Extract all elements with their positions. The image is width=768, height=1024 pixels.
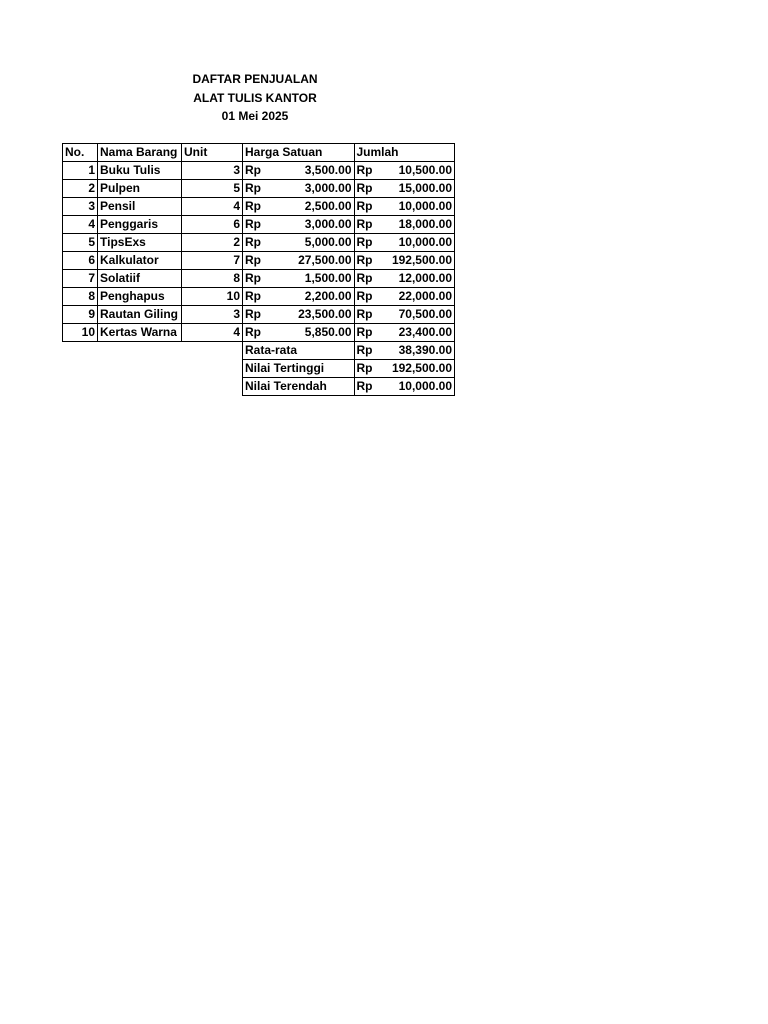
sales-table bbox=[62, 143, 455, 396]
row-total: 22,000.00 bbox=[375, 288, 455, 306]
row-price-currency: Rp bbox=[243, 180, 264, 198]
row-price-currency: Rp bbox=[243, 198, 264, 216]
row-price-currency: Rp bbox=[243, 324, 264, 342]
row-unit: 8 bbox=[182, 270, 243, 288]
row-unit: 7 bbox=[182, 252, 243, 270]
row-price-currency: Rp bbox=[243, 162, 264, 180]
row-unit: 2 bbox=[182, 234, 243, 252]
row-total-currency: Rp bbox=[354, 252, 375, 270]
summary-value: 10,000.00 bbox=[375, 378, 455, 396]
row-no: 8 bbox=[63, 288, 98, 306]
table-row bbox=[63, 270, 455, 288]
table-row bbox=[63, 198, 455, 216]
summary-spacer bbox=[63, 378, 243, 396]
row-unit: 6 bbox=[182, 216, 243, 234]
summary-row bbox=[63, 342, 455, 360]
row-price: 3,000.00 bbox=[263, 216, 354, 234]
row-price-currency: Rp bbox=[243, 252, 264, 270]
row-unit: 4 bbox=[182, 324, 243, 342]
row-no: 2 bbox=[63, 180, 98, 198]
summary-value: 38,390.00 bbox=[375, 342, 455, 360]
row-price-currency: Rp bbox=[243, 216, 264, 234]
row-total-currency: Rp bbox=[354, 306, 375, 324]
row-no: 9 bbox=[63, 306, 98, 324]
row-price: 5,000.00 bbox=[263, 234, 354, 252]
row-unit: 10 bbox=[182, 288, 243, 306]
row-price-currency: Rp bbox=[243, 270, 264, 288]
row-price-currency: Rp bbox=[243, 306, 264, 324]
summary-row bbox=[63, 378, 455, 396]
row-total: 12,000.00 bbox=[375, 270, 455, 288]
table-row bbox=[63, 288, 455, 306]
row-no: 7 bbox=[63, 270, 98, 288]
row-total: 23,400.00 bbox=[375, 324, 455, 342]
row-name: Solatiif bbox=[98, 270, 182, 288]
summary-currency: Rp bbox=[354, 342, 375, 360]
row-name: TipsExs bbox=[98, 234, 182, 252]
row-unit: 4 bbox=[182, 198, 243, 216]
table-row bbox=[63, 180, 455, 198]
table-row bbox=[63, 234, 455, 252]
table-row bbox=[63, 306, 455, 324]
row-total: 10,000.00 bbox=[375, 198, 455, 216]
summary-label: Rata-rata bbox=[243, 342, 355, 360]
row-name: Pulpen bbox=[98, 180, 182, 198]
row-total-currency: Rp bbox=[354, 216, 375, 234]
row-unit: 5 bbox=[182, 180, 243, 198]
row-price: 3,000.00 bbox=[263, 180, 354, 198]
row-no: 1 bbox=[63, 162, 98, 180]
title-line-2: ALAT TULIS KANTOR bbox=[193, 90, 317, 105]
summary-currency: Rp bbox=[354, 360, 375, 378]
header-price: Harga Satuan bbox=[243, 144, 355, 162]
row-unit: 3 bbox=[182, 306, 243, 324]
header-name: Nama Barang bbox=[98, 144, 182, 162]
row-name: Kalkulator bbox=[98, 252, 182, 270]
row-price: 23,500.00 bbox=[263, 306, 354, 324]
row-price: 2,200.00 bbox=[263, 288, 354, 306]
summary-spacer bbox=[63, 342, 243, 360]
summary-spacer bbox=[63, 360, 243, 378]
row-total-currency: Rp bbox=[354, 180, 375, 198]
row-price: 1,500.00 bbox=[263, 270, 354, 288]
row-name: Pensil bbox=[98, 198, 182, 216]
row-total: 10,500.00 bbox=[375, 162, 455, 180]
row-name: Penghapus bbox=[98, 288, 182, 306]
row-no: 3 bbox=[63, 198, 98, 216]
row-total: 10,000.00 bbox=[375, 234, 455, 252]
row-total-currency: Rp bbox=[354, 198, 375, 216]
row-no: 4 bbox=[63, 216, 98, 234]
summary-label: Nilai Terendah bbox=[243, 378, 355, 396]
row-total-currency: Rp bbox=[354, 288, 375, 306]
title-line-3: 01 Mei 2025 bbox=[221, 109, 289, 123]
header-row bbox=[63, 144, 455, 162]
row-total: 15,000.00 bbox=[375, 180, 455, 198]
row-name: Rautan Giling bbox=[98, 306, 182, 324]
row-no: 6 bbox=[63, 252, 98, 270]
row-total-currency: Rp bbox=[354, 324, 375, 342]
row-unit: 3 bbox=[182, 162, 243, 180]
header-unit: Unit bbox=[182, 144, 243, 162]
row-total-currency: Rp bbox=[354, 162, 375, 180]
header-total: Jumlah bbox=[354, 144, 455, 162]
table-row bbox=[63, 162, 455, 180]
row-total-currency: Rp bbox=[354, 270, 375, 288]
row-price: 27,500.00 bbox=[263, 252, 354, 270]
table-row bbox=[63, 252, 455, 270]
row-total: 70,500.00 bbox=[375, 306, 455, 324]
row-total-currency: Rp bbox=[354, 234, 375, 252]
row-price: 2,500.00 bbox=[263, 198, 354, 216]
row-price: 3,500.00 bbox=[263, 162, 354, 180]
row-name: Kertas Warna bbox=[98, 324, 182, 342]
summary-label: Nilai Tertinggi bbox=[243, 360, 355, 378]
title-line-1: DAFTAR PENJUALAN bbox=[192, 72, 318, 86]
header-no: No. bbox=[63, 144, 98, 162]
row-price-currency: Rp bbox=[243, 234, 264, 252]
row-total: 18,000.00 bbox=[375, 216, 455, 234]
summary-row bbox=[63, 360, 455, 378]
row-name: Penggaris bbox=[98, 216, 182, 234]
row-price-currency: Rp bbox=[243, 288, 264, 306]
row-no: 5 bbox=[63, 234, 98, 252]
table-row bbox=[63, 216, 455, 234]
table-row bbox=[63, 324, 455, 342]
row-total: 192,500.00 bbox=[375, 252, 455, 270]
summary-value: 192,500.00 bbox=[375, 360, 455, 378]
row-price: 5,850.00 bbox=[263, 324, 354, 342]
row-name: Buku Tulis bbox=[98, 162, 182, 180]
document-title bbox=[130, 70, 380, 126]
row-no: 10 bbox=[63, 324, 98, 342]
summary-currency: Rp bbox=[354, 378, 375, 396]
